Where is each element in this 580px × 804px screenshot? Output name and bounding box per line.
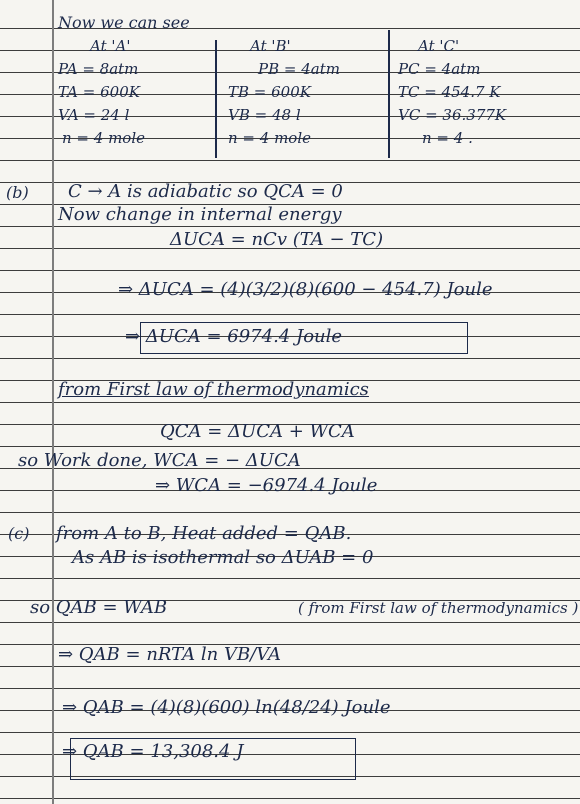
part-c-substitution: ⇒ QAB = (4)(8)(600) ln(48/24) Joule	[62, 697, 391, 718]
part-b-line-adiabatic: C → A is adiabatic so QCA = 0	[68, 181, 343, 202]
state-c-pressure: PC = 4atm	[398, 60, 481, 78]
part-c-answer: ⇒ QAB = 13,308.4 J	[62, 741, 244, 762]
state-a-pressure: PA = 8atm	[58, 60, 139, 78]
part-c-isothermal-line: As AB is isothermal so ΔUAB = 0	[72, 547, 374, 568]
part-c-heat-equals-work: so QAB = WAB	[30, 597, 168, 618]
part-b-work-done-answer: ⇒ WCA = −6974.4 Joule	[155, 475, 378, 496]
part-c-first-law-note: ( from First law of thermodynamics )	[298, 599, 579, 617]
state-b-heading: At 'B'	[250, 37, 291, 55]
part-b-substitution: ⇒ ΔUCA = (4)(3/2)(8)(600 − 454.7) Joule	[118, 279, 493, 300]
part-c-formula: ⇒ QAB = nRTA ln VB/VA	[58, 644, 282, 665]
state-a-volume: VA = 24 l	[58, 106, 130, 124]
state-b-temperature: TB = 600K	[228, 83, 311, 101]
column-divider	[388, 30, 390, 158]
part-b-work-done-line: so Work done, WCA = − ΔUCA	[18, 450, 301, 471]
part-c-heat-added-line: from A to B, Heat added = QAB.	[56, 523, 352, 544]
margin-line	[52, 0, 54, 804]
part-b-line-internal-energy: Now change in internal energy	[58, 204, 342, 225]
state-a-temperature: TA = 600K	[58, 83, 140, 101]
part-b-first-law-heading: from First law of thermodynamics	[58, 379, 369, 400]
state-c-heading: At 'C'	[418, 37, 460, 55]
intro-text: Now we can see	[58, 13, 190, 32]
part-c-label: (c)	[8, 524, 30, 543]
part-b-first-law-equation: QCA = ΔUCA + WCA	[160, 421, 355, 442]
column-divider	[215, 40, 217, 158]
state-b-moles: n = 4 mole	[228, 129, 312, 147]
state-c-volume: VC = 36.377K	[398, 106, 507, 124]
part-b-internal-energy-answer: ⇒ ΔUCA = 6974.4 Joule	[125, 326, 343, 347]
state-b-pressure: PB = 4atm	[258, 60, 340, 78]
part-b-label: (b)	[6, 183, 29, 202]
state-c-moles: n = 4 .	[422, 129, 473, 147]
state-a-heading: At 'A'	[90, 37, 131, 55]
state-a-moles: n = 4 mole	[62, 129, 146, 147]
state-b-volume: VB = 48 l	[228, 106, 301, 124]
state-c-temperature: TC = 454.7 K	[398, 83, 501, 101]
part-b-formula: ΔUCA = nCv (TA − TC)	[170, 229, 384, 250]
